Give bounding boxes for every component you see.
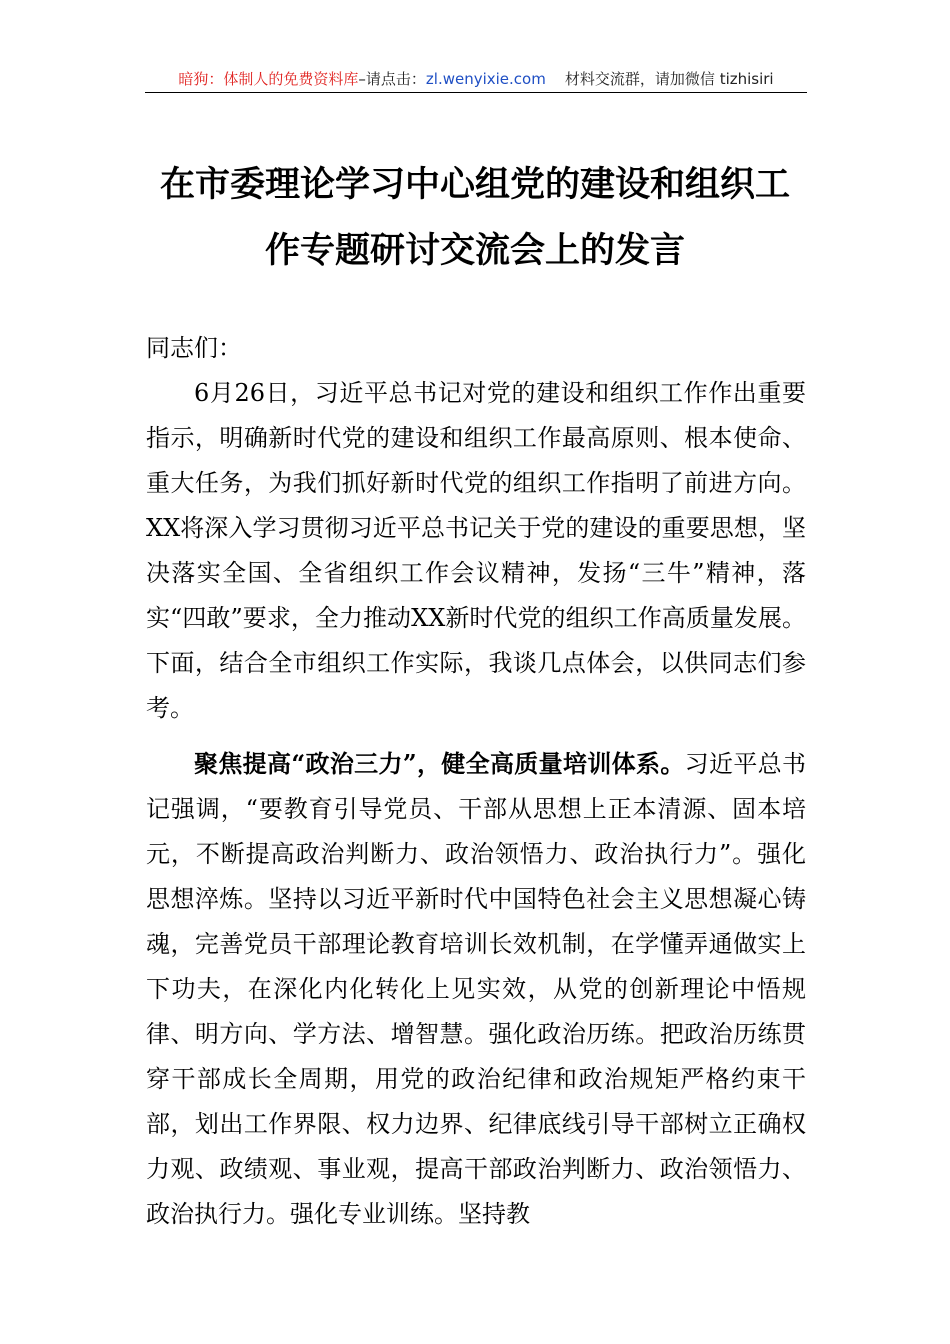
section-1-paragraph xyxy=(146,741,806,1237)
page-header xyxy=(145,66,807,93)
wechat-note: 材料交流群，请加微信 tizhisiri xyxy=(564,70,774,88)
section-1-text: 习近平总书记强调，“要教育引导党员、干部从思想上正本清源、固本培元，不断提高政治判断力、政治领悟力、政治执行力”。强化思想淬炼。坚持以习近平新时代中国特色社会主义思想凝心铸魂，完善党员干部理论教育培训长效机制，在学懂弄通做实上下功夫，在深化内化转化上见实效，从党的创新理论中悟规律、明方向、学方法、增智慧。强化政治历练。把政治历练贯穿干部成长全周期，用党的政治纪律和政治规矩严格约束干部，划出工作界限、权力边界、纪律底线引导干部树立正确权力观、政绩观、事业观，提高干部政治判断力、政治领悟力、政治执行力。强化专业训练。坚持教 xyxy=(146,750,806,1228)
document-body xyxy=(146,326,806,1237)
title-line-2: 作专题研讨交流会上的发言 xyxy=(264,230,685,271)
link-prefix: –请点击： xyxy=(358,70,426,88)
site-link[interactable]: zl.wenyixie.com xyxy=(425,70,546,88)
intro-paragraph: 6月26日，习近平总书记对党的建设和组织工作作出重要指示，明确新时代党的建设和组织工作最高原则、根本使命、重大任务，为我们抓好新时代党的组织工作指明了前进方向。XX将深入学习贯彻习近平总书记关于党的建设的重要思想，坚决落实全国、全省组织工作会议精神，发扬“三牛”精神，落实“四敢”要求，全力推动XX新时代党的组织工作高质量发展。下面，结合全市组织工作实际，我谈几点体会，以供同志们参考。 xyxy=(146,379,806,722)
section-1-heading: 聚焦提高“政治三力”，健全高质量培训体系。 xyxy=(194,749,685,778)
title-line-1: 在市委理论学习中心组党的建设和组织工 xyxy=(159,164,790,205)
document-title xyxy=(140,152,810,284)
site-name: 暗狗：体制人的免费资料库 xyxy=(178,70,359,88)
greeting: 同志们： xyxy=(146,334,242,362)
